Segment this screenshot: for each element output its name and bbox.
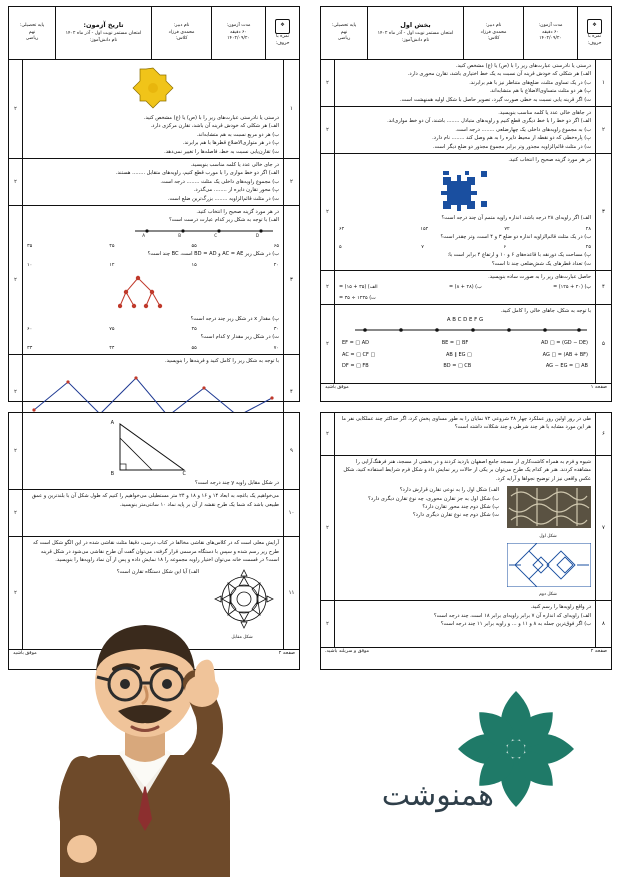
header-subject-value: ریاضی [337,36,351,42]
question-number: ۵ [595,305,611,383]
expression: پ) (۲۰ + ۱۲۵) = [553,284,591,291]
option-row [339,243,591,251]
header-teacher-label: نام دبیر: [173,22,190,28]
header-class-label: کلاس: [487,36,500,42]
equation[interactable]: EF = □ AD [342,340,369,347]
question-mark: ۲ [9,355,23,429]
question-table [321,60,611,383]
header-exam-title: امتحان مستمر نوبت اول - آذر ماه ۱۴۰۲ [65,30,142,36]
option[interactable]: ۴۴ [109,344,115,351]
footer-note: موفق باشید [325,384,349,390]
equation[interactable]: □ AB ∥ EG [445,351,472,358]
question-body [335,456,595,600]
question-item: الف) اگر دو خط را با خط دیگری قطع کنیم و زاویه‌های متبادل ........ باشند، آن دو خط موازی‌اند. [387,118,591,125]
question-body [23,490,283,536]
option[interactable]: ۵ [339,244,342,251]
header-time-value: ۶۰ دقیقه [542,29,559,35]
equation[interactable]: □ AC = □ CF [342,351,376,358]
option[interactable]: ۱۰ [27,261,33,268]
option[interactable]: ۶۰ [27,326,33,333]
question-item: ب) شکل اول به جز تقارن محوری، چه نوع تقارن دیگری دارد؟ [368,495,499,502]
question-mark: ۲ [9,206,23,354]
footer-note: موفق باشید [13,651,37,657]
question-text: در شکل مقابل زاویه y چند درجه است؟ [195,480,279,486]
question-item: الف) اگر دو خط موازی را با مورب قطع کنیم، زاویه‌های متقابل ........ هستند. [115,170,279,177]
question-row [321,60,611,107]
header-time-label: مدت آزمون: [226,22,251,28]
question-row [321,107,611,154]
question-item: ت) در مثلث قائم‌الزاویه ........ بزرگ‌ترین ضلع است. [167,195,279,202]
header-date-value: ۱۴۰۲/۰۹/۲۰ [227,36,250,42]
option[interactable]: ۳۰ [273,326,279,333]
geometric-tile-icon [130,65,176,111]
equation[interactable]: BD = □ CB [443,362,472,369]
question-text: در واقع زاویه‌ها را رسم کنید. [530,604,591,611]
segment-figure [129,225,279,237]
question-text: در جاهای خالی عدد یا کلمه مناسب بنویسید. [498,109,591,116]
option[interactable]: ۶۲ [339,225,345,232]
question-mark: ۲ [9,413,23,489]
header-logo [265,7,299,59]
option[interactable]: ۵۵ [191,243,197,250]
question-item: ب) اگر فوق‌ترین جمله به ۸ و ۱۱ و ... و زاویه برابر ۱۱ چند درجه است؟ [440,621,591,628]
question-row [321,601,611,647]
tree-diagram-icon [118,272,188,312]
svg-text:A: A [142,232,145,237]
triangle-figure [27,415,279,479]
question-item: ب) در یک تساوی مثلث، ضلع‌های متناظر نیز با هم برابرند. [469,79,591,86]
question-number: ۱ [283,60,299,158]
question-number: ۲ [595,107,611,153]
expression: ب) (۲۸ + ۸) = [449,284,482,291]
footer-page: صفحه ۲ [590,649,607,655]
teacher-mascot-illustration [20,587,270,877]
question-row [321,413,611,456]
header-date-value: ۱۴۰۲/۰۹/۲۰ [539,36,562,42]
option[interactable]: ۲۸ [585,225,591,232]
question-body [335,60,595,106]
question-text: شیوه و فرم به همراه کاشت‌کاری از مسجد جامع اصفهان بازدید کردند و در بخشی از مسجد، هنر فرهنگ‌آرایی را مشاهده کردند. هنر هر کدام یک طرح می‌توان بر یکی از حالات زیر نمایش داد و شکل فرم شرایط استفاده کنید، شکل عکس واقعی نیز از توضیح نجواها و آرایه کرد. [343,459,591,482]
option[interactable]: ۴۵ [191,326,197,333]
footer-page: صفحه ۲ [278,651,295,657]
option[interactable]: ۳۵ [27,243,33,250]
question-mark: ۲ [321,107,335,153]
question-row [9,159,299,206]
question-item: ت) در شکل زیر مقدار y کدام است؟ [200,334,279,341]
sheet-footer [321,647,611,655]
brand-area [306,679,606,869]
question-body [23,60,283,158]
header-grade-label: پایه تحصیلی: [331,22,357,28]
question-body [335,601,595,647]
question-text: درستی یا نادرستی عبارت‌های زیر را با (ص) یا (غ) مشخص کنید. [143,115,279,121]
header-exam-title: امتحان مستمر نوبت اول - آذر ماه ۱۴۰۲ [377,30,454,36]
header-score-label: نمره با حروف: [275,33,290,46]
question-item: پ) در هر متوازی‌الاضلاع قطرها با هم برابرند. [182,140,279,147]
question-item: ت) اگر قرینه یابی نسبت به خطی صورت گیرد، تصویر حاصل با شکل اولیه همنهشت است. [400,96,591,103]
question-item: ب) مجموع زاویه‌های داخلی یک مثلث ........ درجه است. [160,178,279,185]
option[interactable]: ۳۳ [27,344,33,351]
question-text: در جای خالی عدد یا کلمه مناسب بنویسید. [190,161,279,168]
exam-sheet-bottom-right [320,412,612,670]
question-body [335,305,595,383]
svg-text:D: D [255,232,259,237]
question-item: ب) در شکل زیر AC = AE و BD = AD است، BC چند است؟ [147,251,279,258]
header-grade-value: نهم [340,29,348,35]
question-item: ت) شکل دوم چه نوع تقارن دیگری دارد؟ [412,512,499,519]
option-row [27,344,279,352]
figure-caption: شکل دوم [539,592,557,598]
header-subject [9,7,55,59]
question-number: ۳ [283,206,299,354]
option[interactable]: ۷ [421,244,424,251]
sheet-header [321,7,611,60]
question-mark: ۲ [9,490,23,536]
question-item: ب) به مجموع زاویه‌های داخلی یک چهارضلعی ........ درجه است. [455,126,591,133]
header-teacher [463,7,523,59]
question-body [335,271,595,304]
header-grade-value: نهم [28,29,36,35]
option[interactable]: ۶ [503,244,507,251]
option[interactable]: ۱۲ [109,261,115,268]
option[interactable]: ۱۵ [191,261,197,268]
header-grade-label: پایه تحصیلی: [19,22,45,28]
question-mark: ۲ [9,60,23,158]
svg-text:B: B [178,232,181,237]
expression-row [339,294,591,302]
equation-grid [339,337,591,372]
expression: ت) ۱۲۳۵ ÷ ۳۵ = [339,294,376,301]
question-item: پ) شکل دوم چند محور تقارن دارد؟ [422,503,499,510]
question-item: پ) محور تقارن دایره از ........ می‌گذرد. [193,187,279,194]
question-text: با توجه به شکل، جاهای خالی را کامل کنید. [500,307,591,314]
question-text: طی در روز اولین روز عملکرد چهار ۲۸ شروعی ۷۲ نمایان را به طور مساوی پخش کرد، اگر حداکثر چند عملکابی نفر ما هر این مورد مشابه با هر چند شرطی و چند شکلات داشته است؟ [341,416,591,431]
question-item: الف) با توجه به شکل زیر کدام عبارت درست است؟ [169,217,279,224]
equation[interactable]: (AB + BF) = □ AG [542,351,588,358]
question-text: در هر مورد گزینه صحیح را انتخاب کنید. [196,208,279,215]
svg-text:C: C [214,232,217,237]
question-number: ۴ [595,271,611,304]
question-mark: ۲ [9,159,23,205]
question-body [23,159,283,205]
question-body [23,206,283,354]
expression: الف) (۳۵ + ۱۵) = [339,284,378,291]
equation[interactable]: BE = □ BF [441,340,469,347]
question-text: می‌خواهیم یک باغچه به ابعاد ۱۴ و ۱۶ و ۱۸ و ۲۴ متر مستطیلی می‌خواهیم را کنیم که طول شکل آن با بلندترین و عمق طبیعی باشد که شما یک طرح نقشه از آن بر پایه نماد ۱۰ سانتی‌متر بنویسید. [31,493,279,508]
question-item: پ) پاره‌خطی که دو نقطه از محیط دایره را به هم وصل کند ........ نام دارد. [432,135,591,142]
header-title-cell [55,7,151,59]
equation[interactable]: (GD − DE) = □ AD [541,340,588,347]
question-number: ۱۱ [283,537,299,649]
header-student-label: نام دانش‌آموز: [89,37,118,43]
option[interactable]: ۲۵ [585,244,591,251]
question-table [9,60,299,429]
ministry-logo-icon: ❖ [587,19,602,34]
question-number: ۹ [283,413,299,489]
option[interactable]: ۷۵ [109,326,115,333]
header-class [211,7,265,59]
option[interactable]: ۶۵ [273,243,279,250]
number-line-figure [351,326,591,334]
option-row [27,242,279,250]
header-class-label: کلاس: [175,36,188,42]
question-row [9,60,299,159]
question-number: ۱۰ [283,490,299,536]
question-text: در هر مورد گزینه صحیح را انتخاب کنید. [508,156,591,163]
option[interactable]: ۷۰ [273,344,279,351]
question-number: ۸ [595,601,611,647]
question-item: ب) هر دو مربع نسبت به هم متشابه‌اند. [196,131,279,138]
header-teacher-name: محمدی فرزاد [168,29,195,35]
brand-wordmark: همنوشت [381,778,494,813]
question-item: الف) شکل اول را به نوعی تقارن قرارش دارد؟ [399,487,499,494]
question-row [321,305,611,383]
question-mark: ۲ [321,271,335,304]
option-row [27,325,279,333]
header-logo [577,7,611,59]
geometric-pattern-icon [507,543,591,587]
question-mark: ۲ [321,413,335,455]
svg-text:A: A [110,420,114,426]
exam-sheet-top-right [320,6,612,402]
option[interactable]: ۲۰ [273,261,279,268]
tree-figure [27,269,279,315]
question-text: حاصل عبارت‌های زیر را به صورت ساده بنویسید. [488,274,591,281]
footer-page: صفحه ۱ [590,384,607,390]
question-mark: ۲ [321,601,335,647]
header-teacher-name: محمدی فرزاد [480,29,507,35]
figure-caption: شکل اول [539,533,557,539]
mosaic-photo-icon [507,486,591,528]
question-item: پ) مساحت یک ذوزنقه با قاعده‌های ۶ و ۱۰ و ارتفاع ۴ برابر است با: [447,252,591,259]
question-item: الف) اگر زاویه‌ای ۲۸ درجه باشد، اندازه زاویه متمم آن چند درجه است؟ [441,215,591,222]
question-text: با توجه به شکل زیر را کامل کنید و قرینه‌ها را بنویسید. [165,357,279,364]
equation[interactable]: AG − EG = □ AB [545,362,588,369]
question-mark: ۲ [9,537,23,649]
right-triangle-icon [108,418,198,476]
exam-sheet-top-left [8,6,300,402]
question-number: ۶ [595,413,611,455]
question-item: ب) در یک مثلث قائم‌الزاویه اندازه دو ضلع ۳ و ۴ است، وتر چقدر است؟ [440,233,591,240]
equation[interactable]: DF = □ FB [342,362,369,369]
question-mark: ۲ [321,154,335,270]
header-time-label: مدت آزمون: [538,22,563,28]
question-mark: ۲ [321,60,335,106]
header-subject [321,7,367,59]
question-item: الف) آیا این شکل دستگاه تقارن است؟ [116,568,199,575]
question-number: ۲ [283,159,299,205]
question-row [321,456,611,601]
point-labels [339,315,591,326]
question-mark: ۲ [321,456,335,600]
question-row [9,206,299,355]
sheet-header [9,7,299,60]
question-number: ۷ [595,456,611,600]
option[interactable]: ۴۵ [109,243,115,250]
question-body [23,413,283,489]
question-row [321,154,611,271]
question-item: ت) تعداد قطرهای یک شش‌ضلعی چند تا است؟ [491,260,591,267]
header-teacher-label: نام دبیر: [485,22,502,28]
header-student-label: نام دانش‌آموز: [401,37,430,43]
header-title-cell [367,7,463,59]
tile-figure [27,62,279,114]
option-row [339,225,591,233]
question-mark: ۲ [321,305,335,383]
question-item: الف) هر شکلی که خودش قرینه آن باشد، تقارن مرکزی دارد. [150,123,279,130]
option[interactable]: ۷۲ [504,225,510,232]
sheet-footer [321,383,611,391]
ministry-logo-icon: ❖ [275,19,290,34]
header-exam-name: تاریخ آزمون: [83,21,124,30]
question-body [335,413,595,455]
question-item: الف) هر شکلی که خودش قرینه آن نسبت به یک خط اختیاری باشد، تقارن محوری دارد. [407,71,591,78]
segment-labels: A B C D E F G [446,317,484,324]
question-item: پ) هر دو مثلث متساوی‌الاضلاع با هم متشابه‌اند. [489,88,591,95]
tile-figure [339,164,591,214]
question-number: ۳ [595,154,611,270]
svg-text:B: B [110,471,114,476]
header-class [523,7,577,59]
header-score-label: نمره با حروف: [587,33,602,46]
question-item: ت) تقارن‌یابی نسبت به خط، فاصله‌ها را تغییر نمی‌دهد. [164,148,279,155]
question-number: ۱ [595,60,611,106]
option[interactable]: ۱۵۲ [420,225,429,232]
expression-row [339,283,591,291]
figure-caption: شکل مقابل [231,634,253,640]
question-item: ت) در مثلث قائم‌الزاویه مجذور وتر برابر مجموع مجذور دو ضلع دیگر است. [433,143,591,150]
equation-row [342,362,588,370]
header-time-value: ۶۰ دقیقه [230,29,247,35]
question-text: درستی یا نادرستی عبارت‌های زیر را با (ص) یا (غ) مشخص کنید. [455,63,591,69]
question-text: آرایش معلی است که در کلاس‌های نقاشی مخالفا در کتاب درسی، دقیقا مثلث نقاشی شده در این الگو شکل است که طرح زیر رسم شده و سپس با دستگاه مرسمی قرار گرفته، می‌توان گفت آن طرح نقاشی می‌شود در شکل قرینه است؟ در قسمت خانه می‌توان اختیار زاویه مجموعه را ۱۸ نمایش داده و پس از آن نماد زاویه‌ها را بنویسید. [32,540,279,564]
question-number: ۴ [283,355,299,429]
question-row [9,490,299,537]
header-teacher [151,7,211,59]
equation-row [342,351,588,359]
question-row [321,271,611,305]
equation-row [342,339,588,347]
svg-text:C: C [182,471,186,476]
question-item: پ) مقدار x در شکل زیر چند درجه است؟ [190,315,279,322]
option-row [27,261,279,269]
geometric-tile-icon [435,167,495,211]
question-row [9,413,299,490]
header-exam-name: بخش اول [400,21,431,30]
question-body [335,154,595,270]
question-item: الف) زاویه‌ای که اندازه آن ۷ برابر زاویه‌ای برابر ۱۸ است، چند درجه است؟ [433,612,591,619]
header-subject-value: ریاضی [25,36,39,42]
footer-note: موفق و سربلند باشید. [325,649,370,655]
question-body [335,107,595,153]
option[interactable]: ۵۵ [191,344,197,351]
question-table [321,413,611,647]
